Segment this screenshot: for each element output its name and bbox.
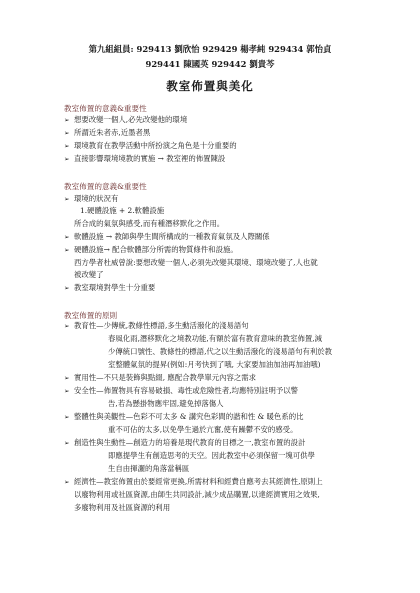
section-2-item [64,245,238,255]
principle-lead: 經濟性—教室佈置由於要經常更換,所需材料和經費自應考去其經濟性,原則上 [74,477,323,486]
dewey-quote-line-2: 被改變了 [74,270,104,279]
principle-lead: 安全性—佈置物具有容易破損、毒性或危險性者,均應特別註明予以警 [74,386,299,395]
section-2-title: 教室佈置的意義&重要性 [64,182,147,191]
section-1-item [64,115,187,125]
principle-lead: 創造性與生動性—創造力的培養是現代教育的目標之一,教室布置的設計 [74,438,306,447]
arrow-bullet-icon: ➢ [64,439,70,447]
section-2-item [64,283,155,293]
principle-lead: 實用性—不只是裝飾與點綴, 應配合教學單元內容之需求 [74,373,257,382]
arrow-bullet-icon: ➢ [64,374,70,382]
section-1-title: 教室佈置的意義&重要性 [64,104,147,113]
principle-lead: 教育性—少傳統,教條性標語,多生動活潑化的淺易語句 [74,321,249,330]
arrow-bullet-icon: ➢ [64,129,70,137]
group-members-line-1: 第九組組員: 929413 劉欣怡 929429 楊孝純 929434 郭怡貞 [88,44,332,54]
page-title: 教室佈置與美化 [166,79,254,93]
principle-continuation: 多廢物利用及社區資源的利用 [74,503,171,512]
principle-continuation: 少傳統口號性、教條性的標語,代之以生動活潑化的淺易語句有利於教 [108,347,333,356]
section-1-item [64,128,150,138]
section-2-item [64,194,118,204]
principle-continuation: 春風化雨,潛移默化之境教功能,有額於富有教育意味的教室佈置,減 [108,334,322,343]
hardware-facility-text: 硬體設施→ 配合軟體部分所需的物質條件和設施。 [74,245,238,254]
importance-text: 教室環境對學生十分重要 [74,283,156,292]
principle-item [64,438,305,448]
section-1-item-text: 環境教育在教學活動中所扮演之角色是十分重要的 [74,141,237,150]
current-status-label: 環境的狀況有 [74,194,119,203]
principle-continuation: 室整體氣氛的提昇(例如:月考快到了哦, 大家要加油加油再加油哦) [108,360,321,369]
arrow-bullet-icon: ➢ [64,233,70,241]
principle-lead: 整體性與美觀性—色彩不可太多 & 講究色彩間的諧和性 & 暖色系的比 [74,412,304,421]
section-1-item [64,141,237,151]
arrow-bullet-icon: ➢ [64,142,70,150]
principle-continuation: 告,若為懸掛物應牢固,避免掉落傷人 [108,399,224,408]
section-1-item-text: 直接影響環境境教的實施 → 教室裡的佈置陳設 [74,154,226,163]
principle-continuation: 生自由揮灑的角落當稱區 [108,464,190,473]
arrow-bullet-icon: ➢ [64,478,70,486]
principle-item [64,412,304,422]
arrow-bullet-icon: ➢ [64,116,70,124]
arrow-bullet-icon: ➢ [64,387,70,395]
principle-item [64,321,249,331]
arrow-bullet-icon: ➢ [64,246,70,254]
section-1-item-text: 想要改變一個人,必先改變他的環境 [74,115,188,124]
arrow-bullet-icon: ➢ [64,413,70,421]
section-2-item [64,232,270,242]
principle-item [64,386,298,396]
principle-continuation: 即應提學生有創造思考的天空。因此教室中必須保留一塊可供學 [108,451,315,460]
principle-continuation: 以廢物利用或社區資源,由師生共同設計,減少成品購置,以達經濟實用之效果, [74,490,320,499]
section-1-item-text: 所謂近朱者赤,近墨者黑 [74,128,151,137]
section-3-title: 教室佈置的原則 [64,311,118,320]
arrow-bullet-icon: ➢ [64,195,70,203]
arrow-bullet-icon: ➢ [64,284,70,292]
current-status-note: 所合成的氣氛與感受,而有種潛移默化之作用。 [74,219,225,228]
group-members-line-2: 929441 陳國英 929442 劉貴芩 [145,59,275,69]
arrow-bullet-icon: ➢ [64,155,70,163]
software-facility-text: 軟體設施 → 教師與學生間所構成的一種教育氣氛及人際關係 [74,232,270,241]
arrow-bullet-icon: ➢ [64,322,70,330]
current-status-sublist: 1.硬體設施 + 2.軟體設施 [80,206,165,215]
principle-item [64,477,323,487]
principle-continuation: 重不可佔的太多,以免學生過於亢奮,使有躁鬱不安的感受。 [108,425,298,434]
principle-item [64,373,256,383]
section-1-item [64,154,225,164]
dewey-quote-line-1: 西方學者杜威曾說:要想改變一個人,必須先改變其環境、環境改變了,人也就 [74,258,318,267]
